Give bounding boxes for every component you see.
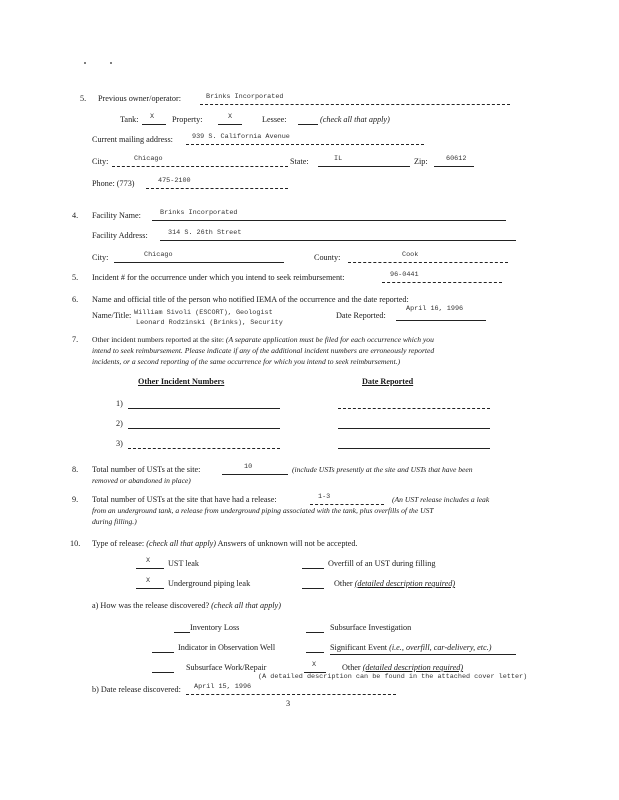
q5-city-line: [112, 166, 288, 167]
q7-row-2-incident[interactable]: [128, 428, 280, 429]
q6-name-title-value-1[interactable]: William Sivoli (ESCORT), Geologist: [134, 309, 273, 317]
q8-line: [222, 474, 288, 475]
q8-number: 8.: [72, 465, 79, 474]
q10-other2-mark[interactable]: X: [312, 661, 317, 669]
q10-inventory-box[interactable]: [174, 632, 190, 633]
q5-number: 5.: [80, 94, 87, 103]
q7-text-2: intend to seek reimbursement. Please indicate if any of the additional incident numbers are erroneously reported: [92, 346, 435, 355]
q6-date-label: Date Reported:: [336, 311, 386, 320]
q9-note-3: during filling.): [92, 517, 137, 526]
q5-zip-line: [434, 166, 474, 167]
q4-number: 4.: [72, 211, 79, 220]
q10-number: 10.: [70, 539, 81, 548]
q4-county-line: [348, 262, 508, 263]
q4-city-label: City:: [92, 253, 109, 262]
q10-significant: Significant Event: [330, 643, 388, 652]
q10-ust-leak-box: [136, 568, 164, 569]
q7-row-1-incident[interactable]: [128, 408, 280, 409]
q7-row-2-label: 2): [116, 419, 123, 428]
q4-facility-name-line: [152, 220, 506, 221]
q10-b-label: b) Date release discovered:: [92, 685, 181, 694]
q9-note-1: (An UST release includes a leak: [392, 495, 490, 504]
q5-tank-line: [142, 124, 166, 125]
q5-state-line: [318, 166, 410, 167]
q7-row-1-date[interactable]: [338, 408, 490, 409]
q10-significant-box[interactable]: [306, 652, 324, 653]
q5-lessee-line: [298, 124, 318, 125]
q7-text-1: [92, 336, 434, 344]
q10-inventory: Inventory Loss: [190, 623, 240, 632]
q5-address-value[interactable]: 939 S. California Avenue: [192, 133, 290, 141]
q5-zip-value[interactable]: 60612: [446, 155, 467, 163]
q4-county-label: County:: [314, 253, 341, 262]
q5-city-label: City:: [92, 157, 109, 166]
q4-facility-address-line: [160, 240, 516, 241]
q5-city-value[interactable]: Chicago: [134, 155, 163, 163]
q5-check-note: (check all that apply): [320, 115, 390, 124]
q8-note-1: (include USTs presently at the site and USTs that have been: [292, 465, 473, 474]
q7-row-3-date[interactable]: [338, 448, 490, 449]
q10-subsurface: Subsurface Investigation: [330, 623, 412, 632]
q5-label: Previous owner/operator:: [98, 94, 181, 103]
q4-city-line: [114, 262, 284, 263]
q5-owner-line: [200, 104, 510, 105]
q5-property-label: Property:: [172, 115, 203, 124]
q10-b-value[interactable]: April 15, 1996: [194, 683, 252, 691]
q9-number: 9.: [72, 495, 79, 504]
q5-tank-value[interactable]: X: [150, 113, 155, 121]
q10-other2: Other: [342, 663, 361, 672]
q5b-line: [382, 282, 502, 283]
q6-name-title-value-2[interactable]: Leonard Rodzinski (Brinks), Security: [136, 319, 283, 327]
q5-zip-label: Zip:: [414, 157, 428, 166]
q6-date-line: [396, 320, 486, 321]
q6-label: Name and official title of the person who notified IEMA of the occurrence and the date reported:: [92, 295, 409, 304]
q6-number: 6.: [72, 295, 79, 304]
q9-note-2: from an underground tank, a release from underground piping associated with the tank, plus overfills of the UST: [92, 506, 434, 515]
q10-label-tail: Answers of unknown will not be accepted.: [217, 539, 358, 548]
q5-state-label: State:: [290, 157, 309, 166]
q5-state-value[interactable]: IL: [334, 155, 343, 163]
page-number: 3: [286, 699, 291, 708]
q10-significant-line: [330, 654, 516, 655]
q10-ust-leak: UST leak: [168, 559, 200, 568]
q10-indicator: Indicator in Observation Well: [178, 643, 276, 652]
q5-property-line: [218, 124, 242, 125]
q4-facility-name-value[interactable]: Brinks Incorporated: [160, 209, 238, 217]
q4-county-value[interactable]: Cook: [402, 251, 419, 259]
q10-overfill-box[interactable]: [302, 568, 324, 569]
q10-indicator-box[interactable]: [152, 652, 174, 653]
q7-text-1a: Other incident numbers reported at the site:: [92, 335, 225, 344]
q4-city-value[interactable]: Chicago: [144, 251, 173, 259]
q7-row-2-date[interactable]: [338, 428, 490, 429]
q6-date-value[interactable]: April 16, 1996: [406, 305, 464, 313]
q9-line: [310, 504, 384, 505]
q9-label: Total number of USTs at the site that have had a release:: [92, 495, 277, 504]
q5-address-line: [186, 144, 424, 145]
q10-significant-row: [330, 644, 492, 652]
q10-label-italic: (check all that apply): [146, 539, 217, 548]
q5-tank-label: Tank:: [120, 115, 139, 124]
scan-mark: [84, 62, 86, 64]
q7-col-other-incident: Other Incident Numbers: [138, 377, 225, 386]
q5b-value[interactable]: 96-0441: [390, 271, 419, 279]
q10-piping: Underground piping leak: [168, 579, 251, 588]
q10-piping-box: [136, 588, 164, 589]
q7-text-3: incidents, or a second reporting of the same occurrence for which you intend to seek reimbursement.): [92, 357, 401, 366]
q5b-number: 5.: [72, 273, 79, 282]
q5-lessee-label: Lessee:: [262, 115, 287, 124]
q10-a-label-italic: (check all that apply): [211, 601, 281, 610]
q10-other-italic: (detailed description required): [354, 579, 456, 588]
q10-significant-italic: (i.e., overfill, car-delivery, etc.): [389, 643, 492, 652]
q10-b-line: [186, 694, 396, 695]
q7-text-1b: (A separate application must be filed for each occurrence which you: [225, 335, 434, 344]
q10-other-row: [334, 580, 455, 588]
q7-row-3-incident[interactable]: [128, 448, 280, 449]
q5-phone-value[interactable]: 475-2100: [158, 177, 191, 185]
q10-other2-italic: (detailed description required): [362, 663, 464, 672]
q10-other2-desc[interactable]: (A detailed description can be found in the attached cover letter): [258, 673, 528, 681]
q8-value[interactable]: 10: [244, 463, 253, 471]
q10-label: Type of release:: [92, 539, 145, 548]
q5-phone-line: [146, 188, 288, 189]
q5-address-label: Current mailing address:: [92, 135, 173, 144]
q9-value[interactable]: 1-3: [318, 493, 331, 501]
q10-other2-row: [342, 664, 463, 672]
scan-mark: [110, 62, 112, 64]
q10-label-row: [92, 540, 357, 548]
q7-row-1-label: 1): [116, 399, 123, 408]
q10-a-label: a) How was the release discovered?: [92, 601, 210, 610]
q10-a-row: [92, 602, 281, 610]
q7-row-3-label: 3): [116, 439, 123, 448]
q7-number: 7.: [72, 335, 79, 344]
q4-facility-name-label: Facility Name:: [92, 211, 141, 220]
q4-facility-address-value[interactable]: 314 S. 26th Street: [168, 229, 242, 237]
q10-overfill: Overfill of an UST during filling: [328, 559, 436, 568]
q7-col-date-reported: Date Reported: [362, 377, 414, 386]
q5-phone-label: Phone: (773): [92, 179, 135, 188]
q10-subsurface-box[interactable]: [306, 632, 324, 633]
q8-label: Total number of USTs at the site:: [92, 465, 201, 474]
q10-subsurface-work-box[interactable]: [152, 672, 174, 673]
q5b-label: Incident # for the occurrence under which you intend to seek reimbursement:: [92, 273, 345, 282]
q10-piping-mark[interactable]: X: [146, 577, 151, 585]
q10-other: Other: [334, 579, 353, 588]
q10-subsurface-work: Subsurface Work/Repair: [186, 663, 267, 672]
q10-other-box[interactable]: [302, 588, 324, 589]
q5-owner-value[interactable]: Brinks Incorporated: [206, 93, 284, 101]
q10-ust-leak-mark[interactable]: X: [146, 557, 151, 565]
q5-property-value[interactable]: X: [228, 113, 233, 121]
q8-note-2: removed or abandoned in place): [92, 476, 191, 485]
q4-facility-address-label: Facility Address:: [92, 231, 148, 240]
q6-name-title-label: Name/Title:: [92, 311, 132, 320]
